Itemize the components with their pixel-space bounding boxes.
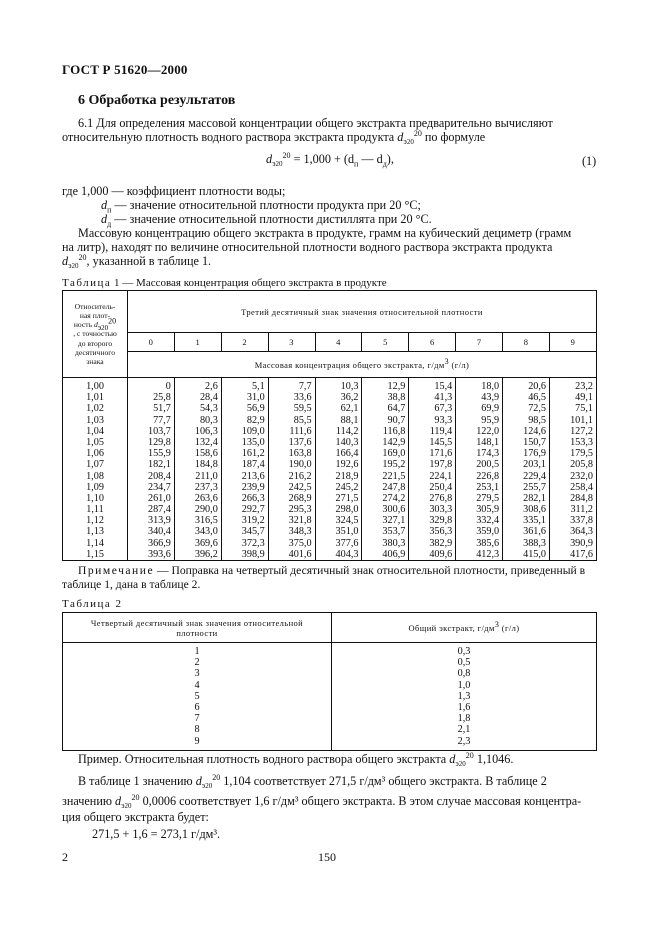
table1-cell: 234,7 [147,481,171,493]
table1-cell: 20,6 [528,381,547,392]
table1-cell: 343,0 [194,526,218,538]
table1-cell: 377,6 [335,537,359,549]
table2-digit: 9 [194,735,200,747]
example-result: 271,5 + 1,6 = 273,1 г/дм³. [92,827,221,841]
table1-cell: 153,3 [570,436,593,448]
table1-cell: 43,9 [481,392,500,404]
table1-cell: 36,2 [340,392,359,404]
table1-cell: 59,5 [293,403,312,415]
table1-cell: 192,6 [335,459,359,471]
table1-cell: 197,8 [429,459,453,471]
table1-cell: 375,0 [288,537,312,549]
table1-cell: 380,3 [382,537,406,549]
table1-cell: 409,6 [429,548,453,560]
table1-cell: 174,3 [476,448,500,460]
table1-cell: 203,1 [523,459,547,471]
table1-cell: 200,5 [476,459,500,471]
table1-cell: 393,6 [147,548,171,560]
table1-cell: 305,9 [476,504,500,516]
table2-digit: 8 [194,724,200,736]
where-line: $d_д$ — значение относительной плотности дистиллята при 20 °С. [101,212,432,229]
table1-unit-header: Массовая концентрация общего экстракта, $г/дм^3$ (г/л) [128,352,597,378]
table1-cell: 404,3 [335,548,359,560]
table1-note-cont: таблице 1, дана в таблице 2. [62,578,201,591]
table1-digit: 5 [362,333,409,352]
table1-cell: 266,3 [241,492,265,504]
table1-digit: 3 [268,333,315,352]
table1-cell: 237,3 [194,481,218,493]
paragraph-line: 6.1 Для определения массовой концентрации общего экстракта предварительно вычисляют [78,116,553,130]
table1-cell: 279,5 [476,492,500,504]
table1-cell: 274,2 [382,492,406,504]
table1-cell: 263,6 [194,492,218,504]
table1-cell: 208,4 [147,470,171,482]
table1-density: 1,12 [86,515,104,527]
table1-note: Примечание — Поправка на четвертый десятичный знак относительной плотности, приведенный в [78,564,586,577]
table1-cell: 145,5 [429,436,453,448]
table1-cell: 290,0 [194,504,218,516]
table1-cell: 332,4 [476,515,500,527]
table1-cell: 49,1 [575,392,593,404]
table1-cell: 229,4 [523,470,547,482]
table1-cell: 385,6 [476,537,500,549]
table1-cell: 163,8 [288,448,312,460]
table2-extract: 1,6 [457,701,471,713]
table1 [62,290,597,561]
table1-cell: 406,9 [382,548,406,560]
table1-cell: 179,5 [570,448,593,460]
where-line: $d_п$ — значение относительной плотности продукта при 20 °С; [101,198,421,215]
table1-cell: 359,0 [476,526,500,538]
table1-cell: 98,5 [528,414,547,426]
table1-cell: 109,0 [241,425,265,437]
table1-cell: 158,6 [194,448,218,460]
table1-density: 1,14 [86,537,104,549]
table1-cell: 82,9 [246,414,265,426]
table1-cell: 282,1 [523,492,547,504]
table1-cell: 348,3 [288,526,312,538]
table1-cell: 103,7 [147,425,171,437]
table1-value-column [174,378,221,561]
table2-digit: 1 [194,646,200,657]
table2-extract-column [332,643,597,751]
table2-right-header: Общий экстракт, $г/дм^3$ (г/л) [332,613,597,643]
table1-cell: 218,9 [335,470,359,482]
table1-cell: 253,1 [476,481,500,493]
table2-caption: Таблица 2 [62,598,123,610]
table1-cell: 221,5 [382,470,406,482]
page-number-center: 150 [318,850,336,864]
table1-cell: 46,5 [528,392,547,404]
table1-cell: 124,6 [523,425,547,437]
table1-cell: 150,7 [523,436,547,448]
table1-density: 1,13 [86,526,104,538]
table1-cell: 205,8 [570,459,593,471]
table1-density-column [63,378,128,561]
table2-extract: 0,5 [457,657,471,669]
table1-cell: 169,0 [382,448,406,460]
table2-left-header: Четвертый десятичный знак значения относительной плотности [63,613,332,643]
table1-cell: 80,3 [199,414,218,426]
table1-digit: 4 [315,333,362,352]
table1-digit: 2 [221,333,268,352]
table1-cell: 101,1 [570,414,593,426]
table1-cell: 77,7 [153,414,171,426]
table2-digit: 3 [194,668,200,680]
table1-cell: 135,0 [241,436,265,448]
table1-cell: 122,0 [476,425,500,437]
table1-cell: 268,9 [288,492,312,504]
table2-extract: 0,3 [457,646,471,657]
table1-cell: 195,2 [382,459,406,471]
table1-cell: 319,2 [241,515,265,527]
section-title: 6 Обработка результатов [78,93,236,108]
table2-extract: 0,8 [457,668,471,680]
table1-cell: 335,1 [523,515,547,527]
table1-cell: 41,3 [434,392,453,404]
table1-cell: 85,5 [293,414,312,426]
table1-cell: 364,3 [570,526,593,538]
table1-cell: 0 [165,381,171,392]
table1-cell: 54,3 [199,403,218,415]
table2-extract: 1,3 [457,690,471,702]
table1-cell: 327,1 [382,515,406,527]
table1-cell: 116,8 [382,425,406,437]
table1-cell: 226,8 [476,470,500,482]
table1-density: 1,08 [86,470,104,482]
table1-cell: 324,5 [335,515,359,527]
example-line: значению $d_{э20}^{20}$ 0,0006 соответствует 1,6 г/дм³ общего экстракта. В этом случае массовая концентра- [62,792,582,811]
example-line: Пример. Относительная плотность водного раствора общего экстракта $d_{э20}^{20}$ 1,1046. [78,750,514,769]
where-line: где 1,000 — коэффициент плотности воды; [62,184,286,198]
table1-cell: 351,0 [335,526,359,538]
table1-cell: 303,3 [429,504,453,516]
table1-cell: 111,6 [289,425,312,437]
table1-digit: 9 [550,333,597,352]
table1-cell: 353,7 [382,526,406,538]
table2-digit: 2 [194,657,200,669]
table1-digit: 1 [174,333,221,352]
table1-value-column [128,378,175,561]
table1-value-column [456,378,503,561]
table1-cell: 171,6 [429,448,453,460]
table1-cell: 213,6 [241,470,265,482]
table1-cell: 38,8 [387,392,406,404]
table1-value-column [550,378,597,561]
table1-cell: 190,0 [288,459,312,471]
table1-cell: 412,3 [476,548,500,560]
table2-digit-column [63,643,332,751]
table1-cell: 51,7 [153,403,171,415]
table1-cell: 142,9 [382,436,406,448]
table1-value-column [268,378,315,561]
table1-cell: 415,0 [523,548,547,560]
table1-cell: 313,9 [147,515,171,527]
table1-cell: 292,7 [241,504,265,516]
table1-cell: 64,7 [387,403,406,415]
table1-digit: 0 [128,333,175,352]
table1-caption: Таблица 1 — Массовая концентрация общего экстракта в продукте [62,277,387,289]
table2-extract: 1,8 [457,713,471,725]
table1-cell: 211,0 [195,470,218,482]
table1-density: 1,00 [86,381,104,392]
table1-cell: 401,6 [288,548,312,560]
table1-cell: 106,3 [194,425,218,437]
table1-cell: 7,7 [298,381,312,392]
formula-number: (1) [582,154,597,168]
table1-cell: 390,9 [570,537,593,549]
table1-cell: 366,9 [147,537,171,549]
table1-cell: 276,8 [429,492,453,504]
table1-cell: 176,9 [523,448,547,460]
table1-digit: 8 [503,333,550,352]
table1-cell: 398,9 [241,548,265,560]
table1-cell: 369,6 [194,537,218,549]
table1-cell: 255,7 [523,481,547,493]
table1-density: 1,15 [86,548,104,560]
formula: $d_{э20}^{20} = 1,000 + (d_п$ — $d_д$), [266,150,394,169]
table1-cell: 216,2 [288,470,312,482]
table1-row-header: Относитель- ная плот- ность $d_{э20}^{20}$ , с точностью до второго десятичного знака [63,291,128,378]
paragraph-line: Массовую концентрацию общего экстракта в продукте, грамм на кубический дециметр (грамм [78,226,572,240]
table1-cell: 295,3 [288,504,312,516]
table2-digit: 7 [194,713,200,725]
table1-cell: 140,3 [335,436,359,448]
table1-cell: 93,3 [434,414,453,426]
table1-cell: 396,2 [194,548,218,560]
paragraph-line: относительную плотность водного раствора экстракта продукта $d_{э20}^{20}$ по формуле [62,128,486,147]
table1-cell: 166,4 [335,448,359,460]
table1-cell: 258,4 [570,481,593,493]
doc-code: ГОСТ Р 51620—2000 [62,62,188,77]
table1-density: 1,02 [86,403,104,415]
table1-cell: 271,5 [335,492,359,504]
table1-digit: 7 [456,333,503,352]
table1-body [63,378,597,561]
table1-cell: 287,4 [147,504,171,516]
table1-cell: 308,6 [523,504,547,516]
table1-cell: 56,9 [246,403,265,415]
table1-cell: 321,8 [288,515,312,527]
table1-cell: 75,1 [575,403,593,415]
table1-value-column [315,378,362,561]
table1-density: 1,10 [86,492,104,504]
table1-cell: 250,4 [429,481,453,493]
table1-value-column [221,378,268,561]
table1-digit: 6 [409,333,456,352]
table1-density: 1,07 [86,459,104,471]
table1-value-column [409,378,456,561]
table1-cell: 33,6 [293,392,312,404]
table1-cell: 388,3 [523,537,547,549]
table2-digit: 6 [194,701,200,713]
table1-cell: 184,8 [194,459,218,471]
table1-cell: 10,3 [340,381,359,392]
page-number-left: 2 [62,850,68,864]
table1-cell: 232,0 [570,470,593,482]
table1-cell: 5,1 [251,381,265,392]
table1-cell: 148,1 [476,436,500,448]
table1-cell: 245,2 [335,481,359,493]
table2 [62,612,597,751]
table1-cell: 372,3 [241,537,265,549]
table1-cell: 28,4 [199,392,218,404]
table1-cell: 67,3 [434,403,453,415]
table1-cell: 119,4 [429,425,453,437]
table1-cell: 129,8 [147,436,171,448]
table1-cell: 337,8 [570,515,593,527]
table1-cell: 155,9 [147,448,171,460]
table1-cell: 23,2 [575,381,593,392]
table1-cell: 95,9 [481,414,500,426]
table1-cell: 417,6 [570,548,593,560]
table1-cell: 329,8 [429,515,453,527]
example-line: В таблице 1 значению $d_{э20}^{20}$ 1,104 соответствует 271,5 г/дм³ общего экстракта. В таблице 2 [78,772,547,791]
table1-cell: 69,9 [481,403,500,415]
table1-cell: 127,2 [570,425,593,437]
table1-cell: 18,0 [481,381,500,392]
table1-density: 1,03 [86,414,104,426]
table1-cell: 345,7 [241,526,265,538]
table1-cell: 114,2 [335,425,359,437]
table1-cell: 311,2 [570,504,593,516]
table1-value-column [503,378,550,561]
table1-cell: 2,6 [205,381,218,392]
table1-cell: 161,2 [241,448,265,460]
paragraph-line: на литр), находят по величине относительной плотности водного раствора экстракта продукта [62,240,553,254]
table1-density: 1,04 [86,425,104,437]
table1-cell: 261,0 [147,492,171,504]
table1-density: 1,11 [86,504,104,516]
table1-cell: 72,5 [528,403,547,415]
table1-cell: 242,5 [288,481,312,493]
table1-digit-row [63,333,597,352]
table1-cell: 382,9 [429,537,453,549]
table2-digit: 5 [194,690,200,702]
table1-cell: 90,7 [387,414,406,426]
table1-cell: 239,9 [241,481,265,493]
paragraph-line: $d_{э20}^{20}$, указанной в таблице 1. [62,252,212,271]
table1-density: 1,05 [86,436,104,448]
table1-cell: 137,6 [288,436,312,448]
table1-cell: 247,8 [382,481,406,493]
table1-cell: 31,0 [246,392,265,404]
table1-cell: 12,9 [387,381,406,392]
table1-cell: 224,1 [429,470,453,482]
table2-extract: 1,0 [457,679,471,691]
table1-density: 1,01 [86,392,104,404]
table1-cell: 88,1 [340,414,359,426]
table1-cell: 298,0 [335,504,359,516]
table1-cell: 62,1 [340,403,359,415]
table2-extract: 2,1 [457,724,471,736]
table1-cell: 25,8 [153,392,171,404]
table1-cell: 187,4 [241,459,265,471]
table1-cell: 356,3 [429,526,453,538]
table1-cell: 316,5 [194,515,218,527]
table1-cell: 15,4 [434,381,453,392]
table2-extract: 2,3 [457,735,471,747]
table1-top-header: Третий десятичный знак значения относительной плотности [128,291,597,333]
table1-density: 1,06 [86,448,104,460]
table1-density: 1,09 [86,481,104,493]
table1-cell: 284,8 [570,492,593,504]
table2-digit: 4 [194,679,200,691]
table1-cell: 300,6 [382,504,406,516]
example-line: ция общего экстракта будет: [62,810,209,824]
table1-value-column [362,378,409,561]
table1-cell: 340,4 [147,526,171,538]
table1-cell: 361,6 [523,526,547,538]
table1-cell: 132,4 [194,436,218,448]
table1-cell: 182,1 [147,459,171,471]
